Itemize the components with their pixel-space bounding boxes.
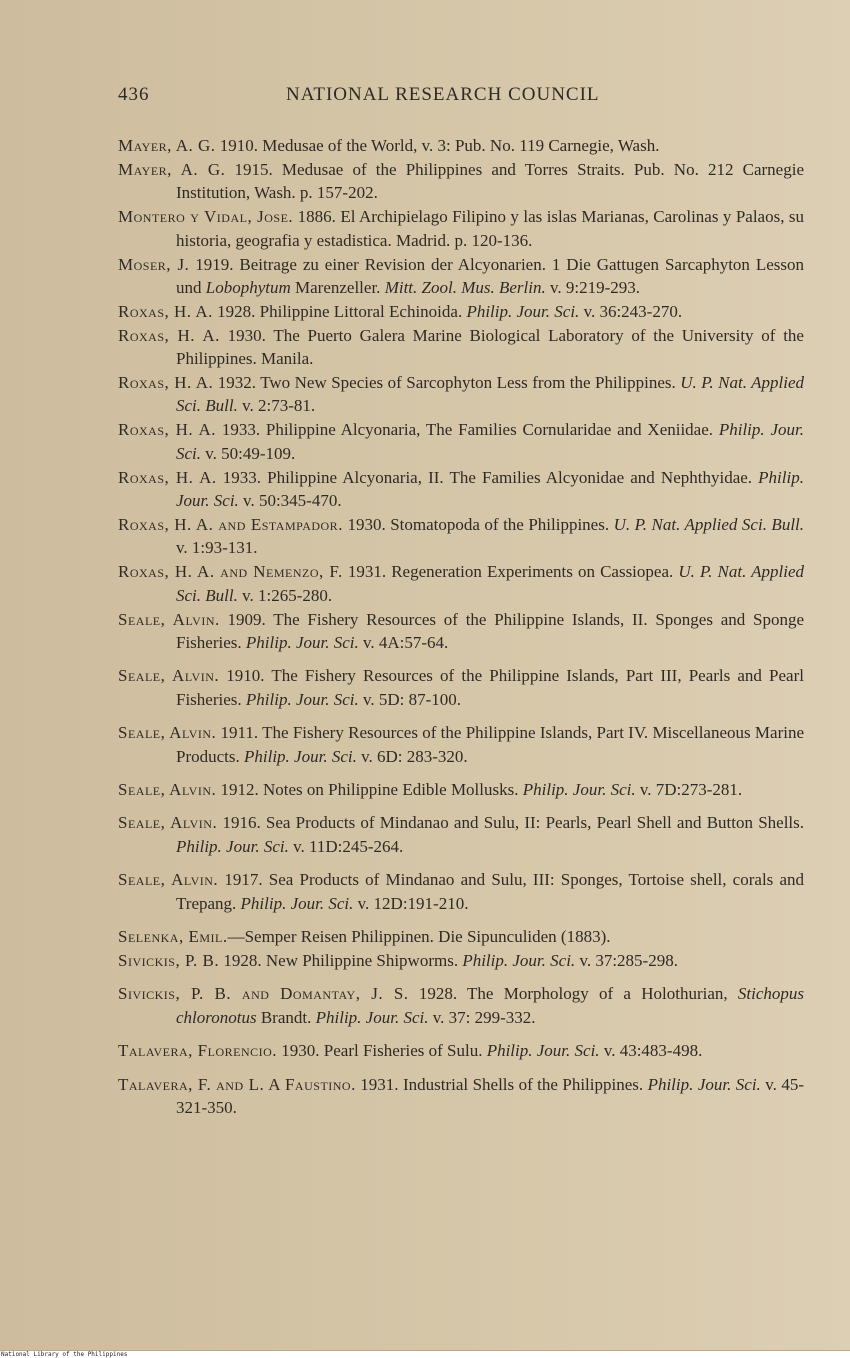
ref-title-continued: Marenzeller. [295, 277, 381, 297]
ref-journal: Philip. Jour. Sci. [466, 301, 580, 321]
ref-volume: v. 12D:191-210. [357, 893, 469, 913]
ref-year: 1928. [418, 984, 458, 1004]
ref-author: Roxas, H. A. [118, 373, 214, 393]
ref-year: 1910. [219, 136, 259, 155]
ref-author: Roxas, H. A. [118, 325, 220, 345]
reference-entry [118, 868, 804, 915]
reference-entry [118, 778, 804, 801]
ref-title: Sea Products of Mindanao and Sulu, III: Sponges, Tortoise shell, corals and Trepang. [176, 870, 804, 913]
ref-journal: Philip. Jour. Sci. [245, 633, 359, 653]
ref-title: Pearl Fisheries of Sulu. [323, 1041, 483, 1061]
ref-journal: Philip. Jour. Sci. [245, 689, 359, 709]
ref-volume: v. 37: 299-332. [432, 1007, 536, 1027]
ref-year: 1931. [360, 1074, 399, 1094]
ref-volume: v. 36:243-270. [583, 301, 683, 321]
reference-entry [118, 608, 804, 655]
ref-title: —Semper Reisen Philippinen. Die Sipunculiden (1883). [227, 927, 611, 947]
reference-entry [118, 811, 804, 858]
ref-volume: v. 50:345-470. [243, 491, 342, 511]
ref-volume: v. 11D:245-264. [293, 836, 404, 856]
reference-entry [118, 664, 804, 711]
ref-volume: v. 9:219-293. [549, 277, 640, 297]
ref-journal: Philip. Jour. Sci. [244, 746, 357, 766]
ref-genus: Stichopus chloronotus [176, 984, 804, 1027]
ref-author: Seale, Alvin. [118, 813, 218, 833]
ref-title: The Morphology of a Holothurian, [467, 984, 728, 1004]
ref-author: Montero y Vidal, Jose. [118, 207, 294, 227]
page-header [118, 84, 818, 110]
reference-entry [118, 205, 804, 252]
ref-journal: Philip. Jour. Sci. [522, 780, 636, 800]
ref-year: 1933. [222, 467, 261, 487]
ref-title: Philippine Alcyonaria, The Families Cornularidae and Xeniidae. [265, 420, 714, 440]
ref-year: 1928. [217, 301, 256, 321]
reference-entry [118, 158, 804, 205]
ref-year: 1916. [222, 813, 261, 833]
ref-title: El Archipielago Filipino y las islas Marianas, Carolinas y Palaos, su historia, geografia y estadistica. Madrid. p. 120-136. [176, 207, 805, 250]
ref-author: Mayer, A. G. [118, 136, 216, 155]
ref-volume: v. 4A:57-64. [363, 633, 449, 653]
ref-author: Roxas, H. A. [118, 467, 217, 487]
ref-title: Two New Species of Sarcophyton Less from the Philippines. [260, 373, 676, 393]
reference-entry [118, 466, 804, 513]
reference-entry [118, 1039, 804, 1062]
reference-entry [118, 418, 804, 465]
reference-entry [118, 721, 804, 768]
reference-list [118, 134, 804, 1120]
ref-author: Selenka, Emil. [118, 927, 228, 947]
ref-title: Medusae of the Philippines and Torres Straits. Pub. No. 212 Carnegie Institution, Wash. p. 157-202. [176, 159, 804, 203]
ref-author: Sivickis, P. B. [118, 951, 220, 970]
page-number: 436 [118, 84, 150, 105]
ref-title: Sea Products of Mindanao and Sulu, II: Pearls, Pearl Shell and Button Shells. [265, 813, 805, 833]
reference-entry [118, 949, 804, 972]
reference-entry [118, 513, 804, 560]
ref-author: Talavera, F. and L. A Faustino. [118, 1074, 356, 1094]
ref-year: 1928. [223, 951, 262, 970]
ref-title: Notes on Philippine Edible Mollusks. [263, 780, 519, 800]
ref-year: 1919. [195, 254, 234, 274]
ref-title: Philippine Littoral Echinoida. [259, 301, 463, 321]
ref-volume: v. 5D: 87-100. [363, 689, 462, 709]
ref-author: Seale, Alvin. [118, 723, 217, 743]
ref-volume: v. 50:49-109. [205, 443, 296, 463]
ref-year: 1917. [224, 870, 263, 890]
reference-entry [118, 925, 804, 948]
ref-year: 1910. [226, 666, 265, 686]
ref-journal: U. P. Nat. Applied Sci. Bull. [176, 373, 804, 416]
ref-year: 1931. [347, 562, 387, 582]
ref-year: 1930. [227, 325, 266, 345]
reference-entry [118, 560, 804, 607]
ref-journal: U. P. Nat. Applied Sci. Bull. [613, 515, 805, 534]
ref-year: 1912. [220, 780, 259, 800]
ref-journal: Philip. Jour. Sci. [176, 836, 289, 856]
ref-title-continued: Brandt. [260, 1007, 312, 1027]
ref-volume: v. 1:265-280. [242, 585, 333, 605]
ref-volume: v. 1:93-131. [176, 538, 258, 558]
reference-entry [118, 324, 804, 371]
ref-title: Beitrage zu einer Revision der Alcyonarien. 1 Die Gattugen Sarcaphyton Lesson und [176, 254, 804, 297]
reference-entry [118, 300, 804, 323]
ref-author: Mayer, A. G. [118, 159, 226, 179]
ref-author: Roxas, H. A. and Nemenzo, F. [118, 562, 343, 582]
ref-title: New Philippine Shipworms. [265, 951, 459, 970]
reference-entry [118, 982, 804, 1029]
ref-author: Seale, Alvin. [118, 780, 217, 800]
ref-journal: U. P. Nat. Applied Sci. Bull. [176, 562, 805, 605]
ref-author: Roxas, H. A. [118, 420, 216, 440]
ref-title: The Fishery Resources of the Philippine Islands, II. Sponges and Sponge Fisheries. [176, 609, 805, 653]
running-title: NATIONAL RESEARCH COUNCIL [286, 84, 600, 105]
ref-author: Sivickis, P. B. and Domantay, J. S. [118, 984, 409, 1004]
ref-volume: v. 7D:273-281. [639, 780, 743, 800]
ref-volume: v. 45-321-350. [176, 1074, 804, 1118]
ref-title: Industrial Shells of the Philippines. [402, 1074, 644, 1094]
ref-volume: v. 6D: 283-320. [361, 746, 468, 766]
ref-journal: Philip. Jour. Sci. [176, 467, 804, 511]
ref-title: The Puerto Galera Marine Biological Laboratory of the University of the Philippines. Manila. [176, 325, 804, 369]
ref-journal: Philip. Jour. Sci. [647, 1074, 761, 1094]
ref-author: Roxas, H. A. and Estampador. [118, 515, 343, 534]
ref-author: Seale, Alvin. [118, 666, 220, 686]
ref-author: Talavera, Florencio. [118, 1041, 278, 1061]
ref-volume: v. 2:73-81. [242, 396, 316, 416]
reference-entry [118, 1073, 804, 1120]
ref-author: Roxas, H. A. [118, 301, 213, 321]
ref-volume: v. 37:285-298. [579, 951, 678, 970]
ref-journal: Philip. Jour. Sci. [462, 951, 576, 970]
ref-year: 1909. [227, 609, 266, 629]
ref-volume: v. 43:483-498. [603, 1041, 703, 1061]
ref-journal: Philip. Jour. Sci. [486, 1041, 600, 1061]
ref-author: Seale, Alvin. [118, 870, 219, 890]
ref-title: Regeneration Experiments on Cassiopea. [391, 562, 674, 582]
footer-credit: National Library of the Philippines [0, 1351, 850, 1358]
ref-journal: Philip. Jour. Sci. [240, 893, 354, 913]
ref-journal: Philip. Jour. Sci. [176, 420, 804, 463]
ref-title: The Fishery Resources of the Philippine Islands, Part IV. Miscellaneous Marine Products. [176, 723, 804, 766]
ref-year: 1915. [234, 159, 273, 179]
reference-entry [118, 253, 804, 300]
ref-title: Medusae of the World, v. 3: Pub. No. 119 Carnegie, Wash. [262, 136, 660, 155]
ref-author: Moser, J. [118, 254, 190, 274]
ref-year: 1932. [217, 373, 257, 393]
ref-year: 1886. [297, 207, 336, 227]
ref-year: 1911. [220, 723, 259, 743]
reference-entry [118, 371, 804, 418]
ref-journal: Mitt. Zool. Mus. Berlin. [384, 277, 546, 297]
reference-entry [118, 134, 804, 157]
ref-genus: Lobophytum [205, 277, 291, 297]
ref-year: 1930. [347, 515, 386, 534]
ref-author: Seale, Alvin. [118, 609, 220, 629]
ref-year: 1930. [281, 1041, 320, 1061]
ref-title: Stomatopoda of the Philippines. [390, 515, 610, 534]
ref-journal: Philip. Jour. Sci. [315, 1007, 429, 1027]
ref-title: Philippine Alcyonaria, II. The Families Alcyonidae and Nephthyidae. [267, 467, 753, 487]
ref-title: The Fishery Resources of the Philippine Islands, Part III, Pearls and Pearl Fisheries. [176, 666, 804, 709]
ref-year: 1933. [221, 420, 261, 440]
